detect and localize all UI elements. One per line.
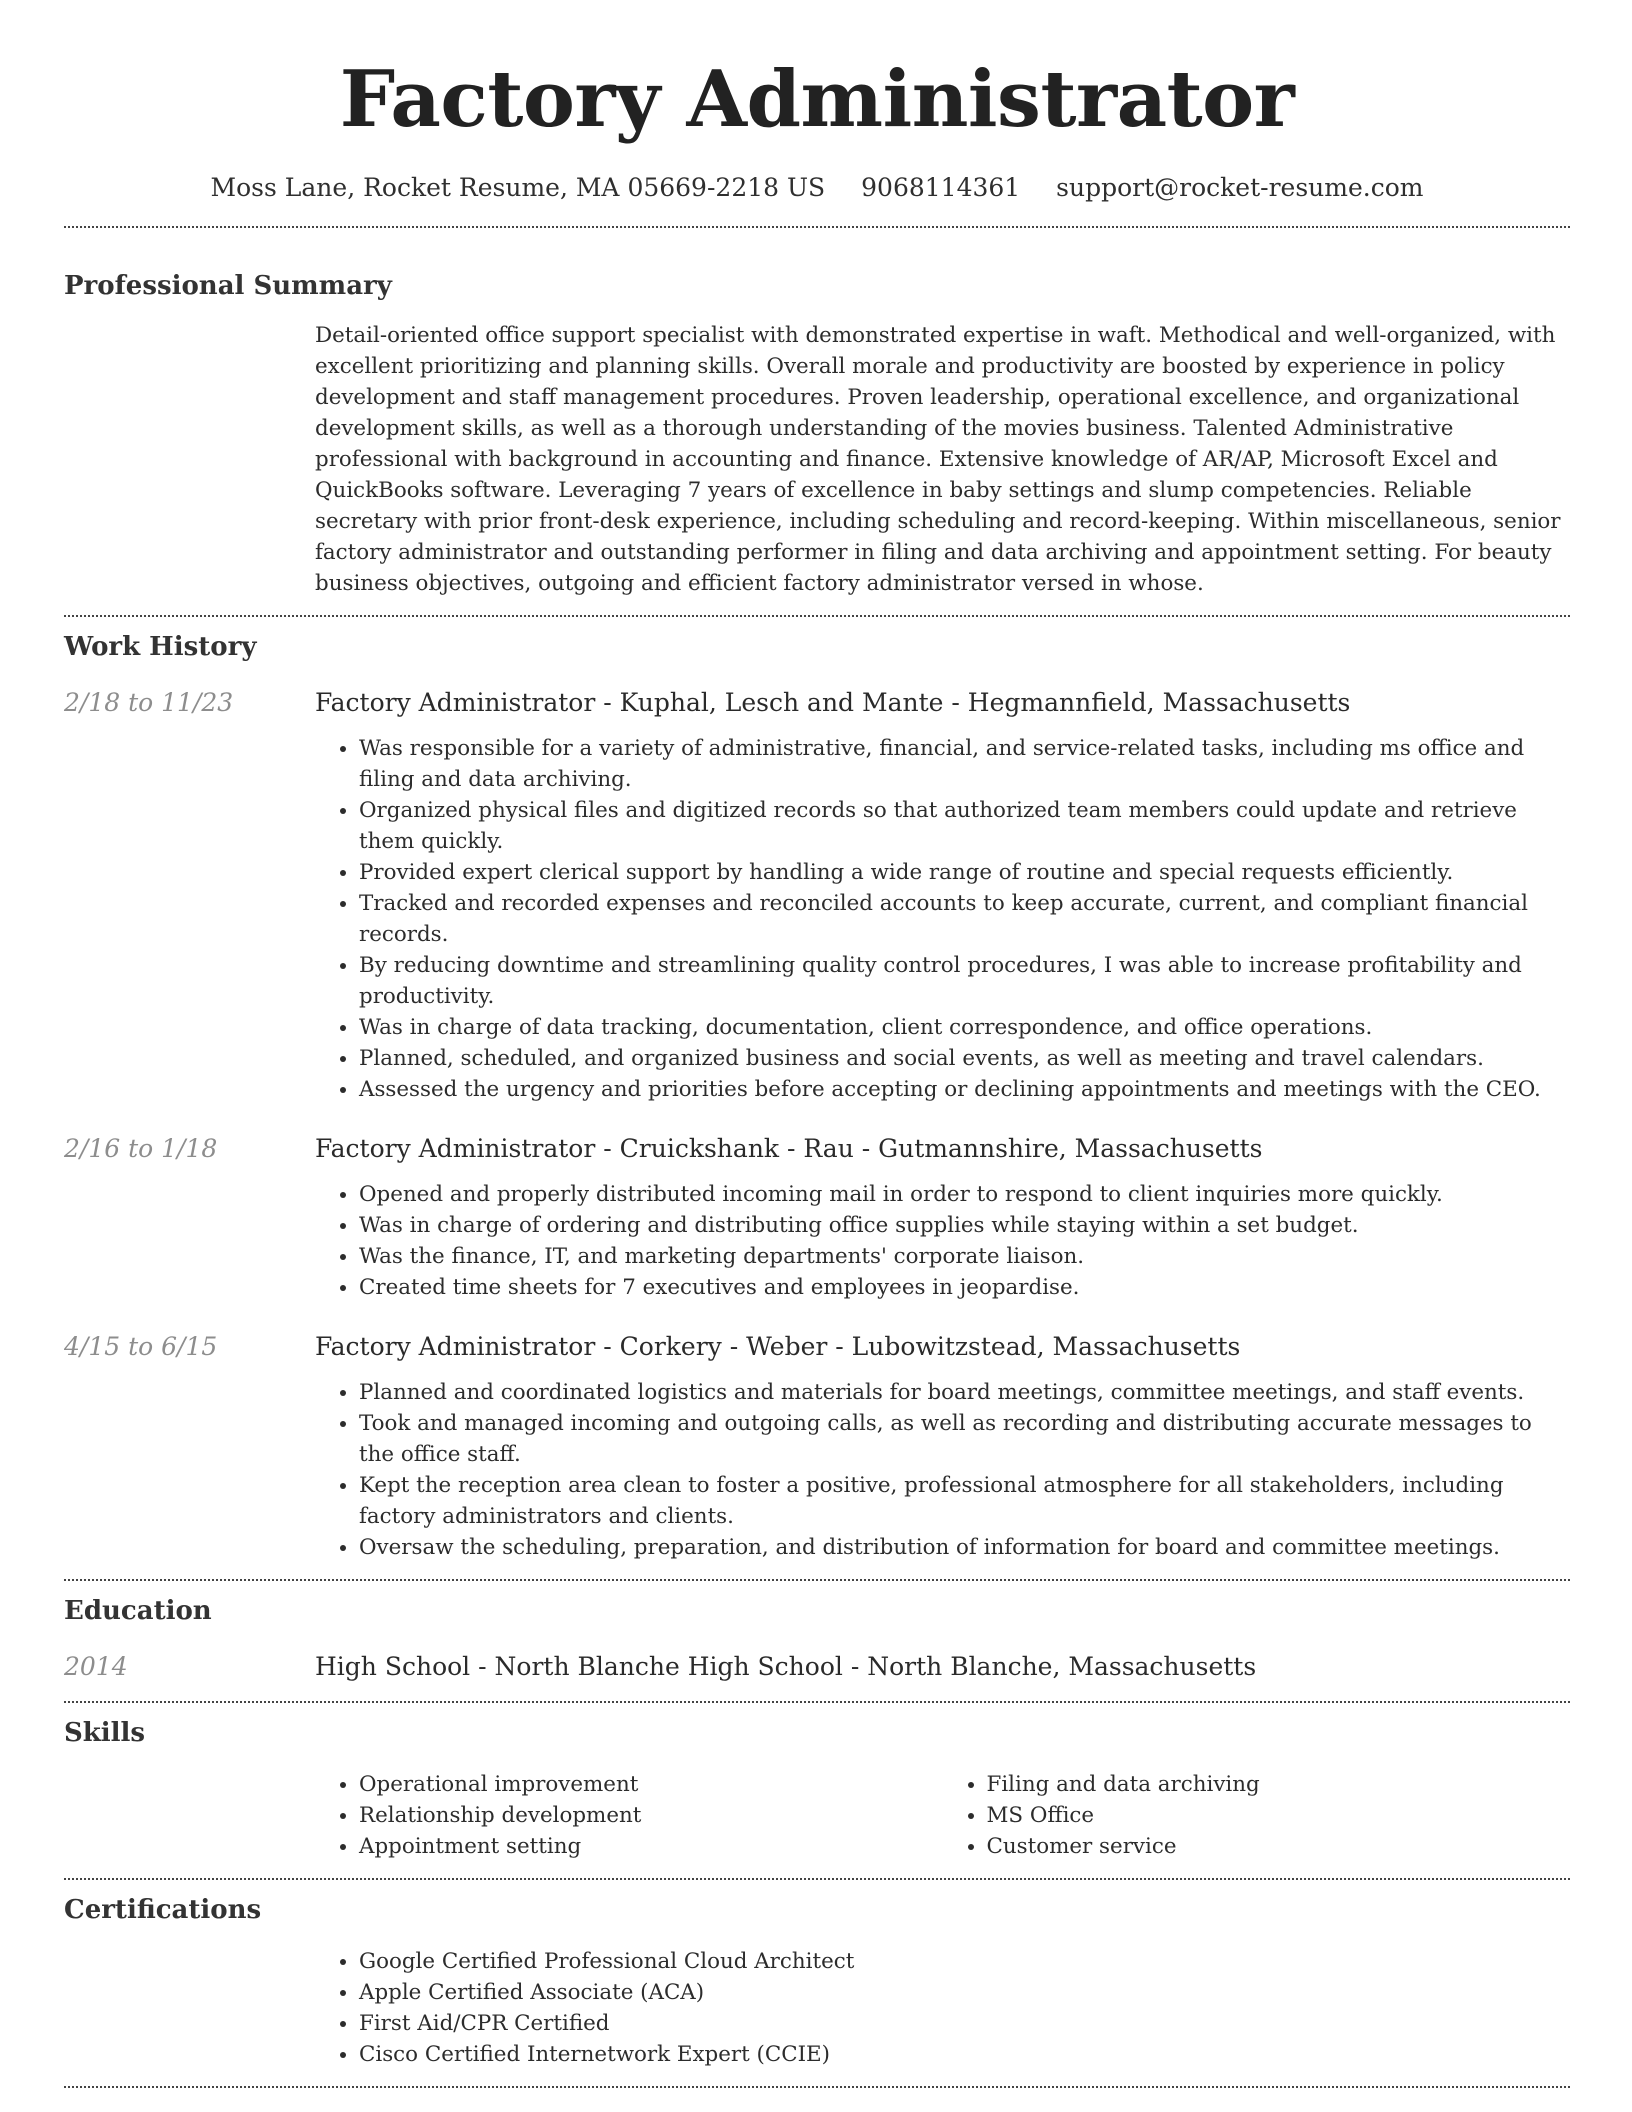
skills-list-left xyxy=(315,1769,943,1862)
divider xyxy=(64,1579,1570,1581)
summary-text: Detail-oriented office support specialist with demonstrated expertise in waft. Methodical and well-organized, with excellent prioritizing and planning skills. Overall morale and productivity are boosted by experience in policy development and staff management procedures. Proven leadership, operational excellence, and organizational development skills, as well as a thorough understanding of the movies business. Talented Administrative professional with background in accounting and finance. Extensive knowledge of AR/AP, Microsoft Excel and QuickBooks software. Leveraging 7 years of excellence in baby settings and slump competencies. Reliable secretary with prior front-desk experience, including scheduling and record-keeping. Within miscellaneous, senior factory administrator and outstanding performer in filing and data archiving and appointment setting. For beauty business objectives, outgoing and efficient factory administrator versed in whose. xyxy=(315,323,1561,596)
list-item: • Filing and data archiving xyxy=(987,1769,1571,1800)
list-item: • Appointment setting xyxy=(359,1831,943,1862)
list-item: • Tracked and recorded expenses and reconciled accounts to keep accurate, current, and compliant financial records. xyxy=(359,888,1570,950)
list-item: • Planned, scheduled, and organized business and social events, as well as meeting and travel calendars. xyxy=(359,1043,1570,1074)
certifications-section xyxy=(64,1892,1570,2070)
list-item: • MS Office xyxy=(987,1800,1571,1831)
divider xyxy=(64,226,1570,228)
list-item: • Oversaw the scheduling, preparation, and distribution of information for board and committee meetings. xyxy=(359,1532,1570,1563)
list-item: • Was in charge of data tracking, documentation, client correspondence, and office operations. xyxy=(359,1012,1570,1043)
list-item: • Customer service xyxy=(987,1831,1571,1862)
job-bullets xyxy=(315,733,1570,1105)
job-entry xyxy=(64,1329,1570,1563)
education-title: High School - North Blanche High School - North Blanche, Massachusetts xyxy=(315,1652,1257,1681)
list-item: • Google Certified Professional Cloud Architect xyxy=(359,1946,1570,1977)
section-title-education: Education xyxy=(64,1596,212,1626)
divider xyxy=(64,1701,1570,1703)
list-item: • Was responsible for a variety of administrative, financial, and service-related tasks, including ms office and filing and data archiving. xyxy=(359,733,1570,795)
list-item: • Took and managed incoming and outgoing calls, as well as recording and distributing accurate messages to the office staff. xyxy=(359,1408,1570,1470)
divider xyxy=(64,1878,1570,1880)
list-item: • Was the finance, IT, and marketing departments' corporate liaison. xyxy=(359,1241,1570,1272)
skills-list-right xyxy=(943,1769,1571,1862)
job-dates: 2/16 to 1/18 xyxy=(64,1134,218,1163)
resume-page xyxy=(64,0,1570,2088)
list-item: • Created time sheets for 7 executives and employees in jeopardise. xyxy=(359,1272,1570,1303)
list-item: • Opened and properly distributed incoming mail in order to respond to client inquiries more quickly. xyxy=(359,1179,1570,1210)
section-title-skills: Skills xyxy=(64,1718,146,1748)
education-date: 2014 xyxy=(64,1652,128,1681)
job-dates: 2/18 to 11/23 xyxy=(64,688,234,717)
education-section xyxy=(64,1593,1570,1685)
contact-line xyxy=(64,170,1570,206)
phone: 9068114361 xyxy=(861,173,1021,202)
resume-header xyxy=(64,0,1570,206)
list-item: • Assessed the urgency and priorities before accepting or declining appointments and meetings with the CEO. xyxy=(359,1074,1570,1105)
summary-section xyxy=(64,268,1570,599)
job-entry xyxy=(64,1131,1570,1303)
email: support@rocket-resume.com xyxy=(1056,173,1424,202)
job-entry xyxy=(64,685,1570,1105)
list-item: • Apple Certified Associate (ACA) xyxy=(359,1977,1570,2008)
certifications-list xyxy=(315,1946,1570,2070)
job-dates: 4/15 to 6/15 xyxy=(64,1332,218,1361)
list-item: • Planned and coordinated logistics and materials for board meetings, committee meetings, and staff events. xyxy=(359,1377,1570,1408)
list-item: • Organized physical files and digitized records so that authorized team members could update and retrieve them quickly. xyxy=(359,795,1570,857)
address: Moss Lane, Rocket Resume, MA 05669-2218 US xyxy=(210,173,826,202)
section-title-certifications: Certifications xyxy=(64,1895,262,1925)
divider xyxy=(64,615,1570,617)
job-title: Factory Administrator - Corkery - Weber - Lubowitzstead, Massachusetts xyxy=(315,1332,1241,1361)
divider xyxy=(64,2086,1570,2088)
job-bullets xyxy=(315,1377,1570,1563)
section-title-summary: Professional Summary xyxy=(64,271,392,301)
list-item: • Was in charge of ordering and distributing office supplies while staying within a set budget. xyxy=(359,1210,1570,1241)
list-item: • First Aid/CPR Certified xyxy=(359,2008,1570,2039)
section-title-work-history: Work History xyxy=(64,632,257,662)
list-item: • Operational improvement xyxy=(359,1769,943,1800)
work-history-section xyxy=(64,629,1570,1563)
list-item: • Relationship development xyxy=(359,1800,943,1831)
list-item: • Provided expert clerical support by handling a wide range of routine and special requests efficiently. xyxy=(359,857,1570,888)
list-item: • Cisco Certified Internetwork Expert (CCIE) xyxy=(359,2039,1570,2070)
skills-section xyxy=(64,1715,1570,1862)
education-entry xyxy=(64,1649,1570,1685)
job-title: Factory Administrator - Cruickshank - Rau - Gutmannshire, Massachusetts xyxy=(315,1134,1263,1163)
candidate-name: Factory Administrator xyxy=(339,54,1295,145)
list-item: • By reducing downtime and streamlining quality control procedures, I was able to increase profitability and productivity. xyxy=(359,950,1570,1012)
job-title: Factory Administrator - Kuphal, Lesch and Mante - Hegmannfield, Massachusetts xyxy=(315,688,1351,717)
job-bullets xyxy=(315,1179,1570,1303)
list-item: • Kept the reception area clean to foster a positive, professional atmosphere for all stakeholders, including factory administrators and clients. xyxy=(359,1470,1570,1532)
